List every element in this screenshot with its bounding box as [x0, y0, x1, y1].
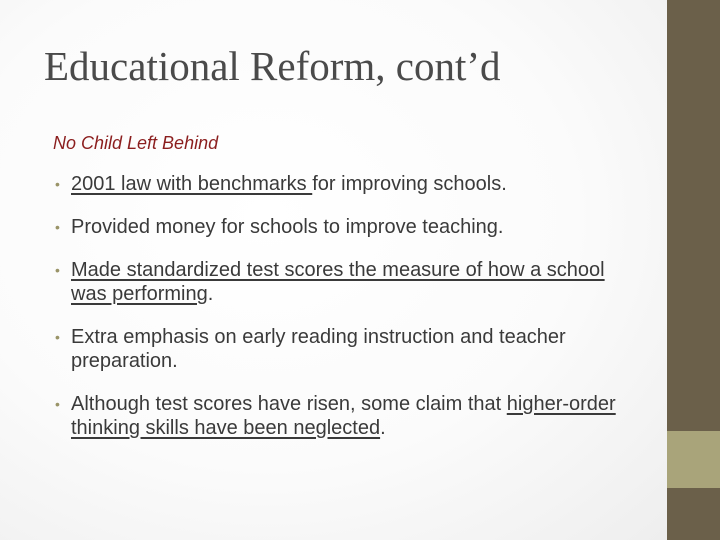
bullet-underlined-text: 2001 law with benchmarks: [71, 173, 313, 195]
bullet-text: Provided money for schools to improve teaching.: [71, 216, 504, 238]
slide-title: Educational Reform, cont’d: [44, 43, 501, 89]
bullet-item: [55, 258, 635, 306]
slide-subtitle: No Child Left Behind: [53, 133, 219, 153]
bullet-dot-icon: •: [55, 396, 60, 412]
bullet-item: [55, 325, 635, 373]
bullet-dot-icon: •: [55, 219, 60, 235]
bullet-underlined-text: Made standardized test scores the measure of how a school was performing: [71, 259, 605, 305]
bullet-item: [55, 392, 635, 440]
bullet-underlined-text: higher-order thinking skills have been neglected: [71, 393, 616, 439]
bullet-item: [55, 215, 635, 239]
bullet-item: [55, 172, 635, 196]
bullet-dot-icon: •: [55, 262, 60, 278]
bullet-text: .: [380, 417, 386, 439]
bullet-text: Although test scores have risen, some claim that: [71, 393, 507, 415]
bullet-text: .: [207, 283, 214, 305]
bullet-text: for improving schools.: [312, 173, 507, 195]
bullet-text: Extra emphasis on early reading instruction and teacher preparation.: [71, 326, 566, 372]
bullet-dot-icon: •: [55, 329, 60, 345]
bullet-dot-icon: •: [55, 176, 60, 192]
bullet-list: [55, 172, 635, 459]
side-accent-block: [667, 431, 720, 488]
